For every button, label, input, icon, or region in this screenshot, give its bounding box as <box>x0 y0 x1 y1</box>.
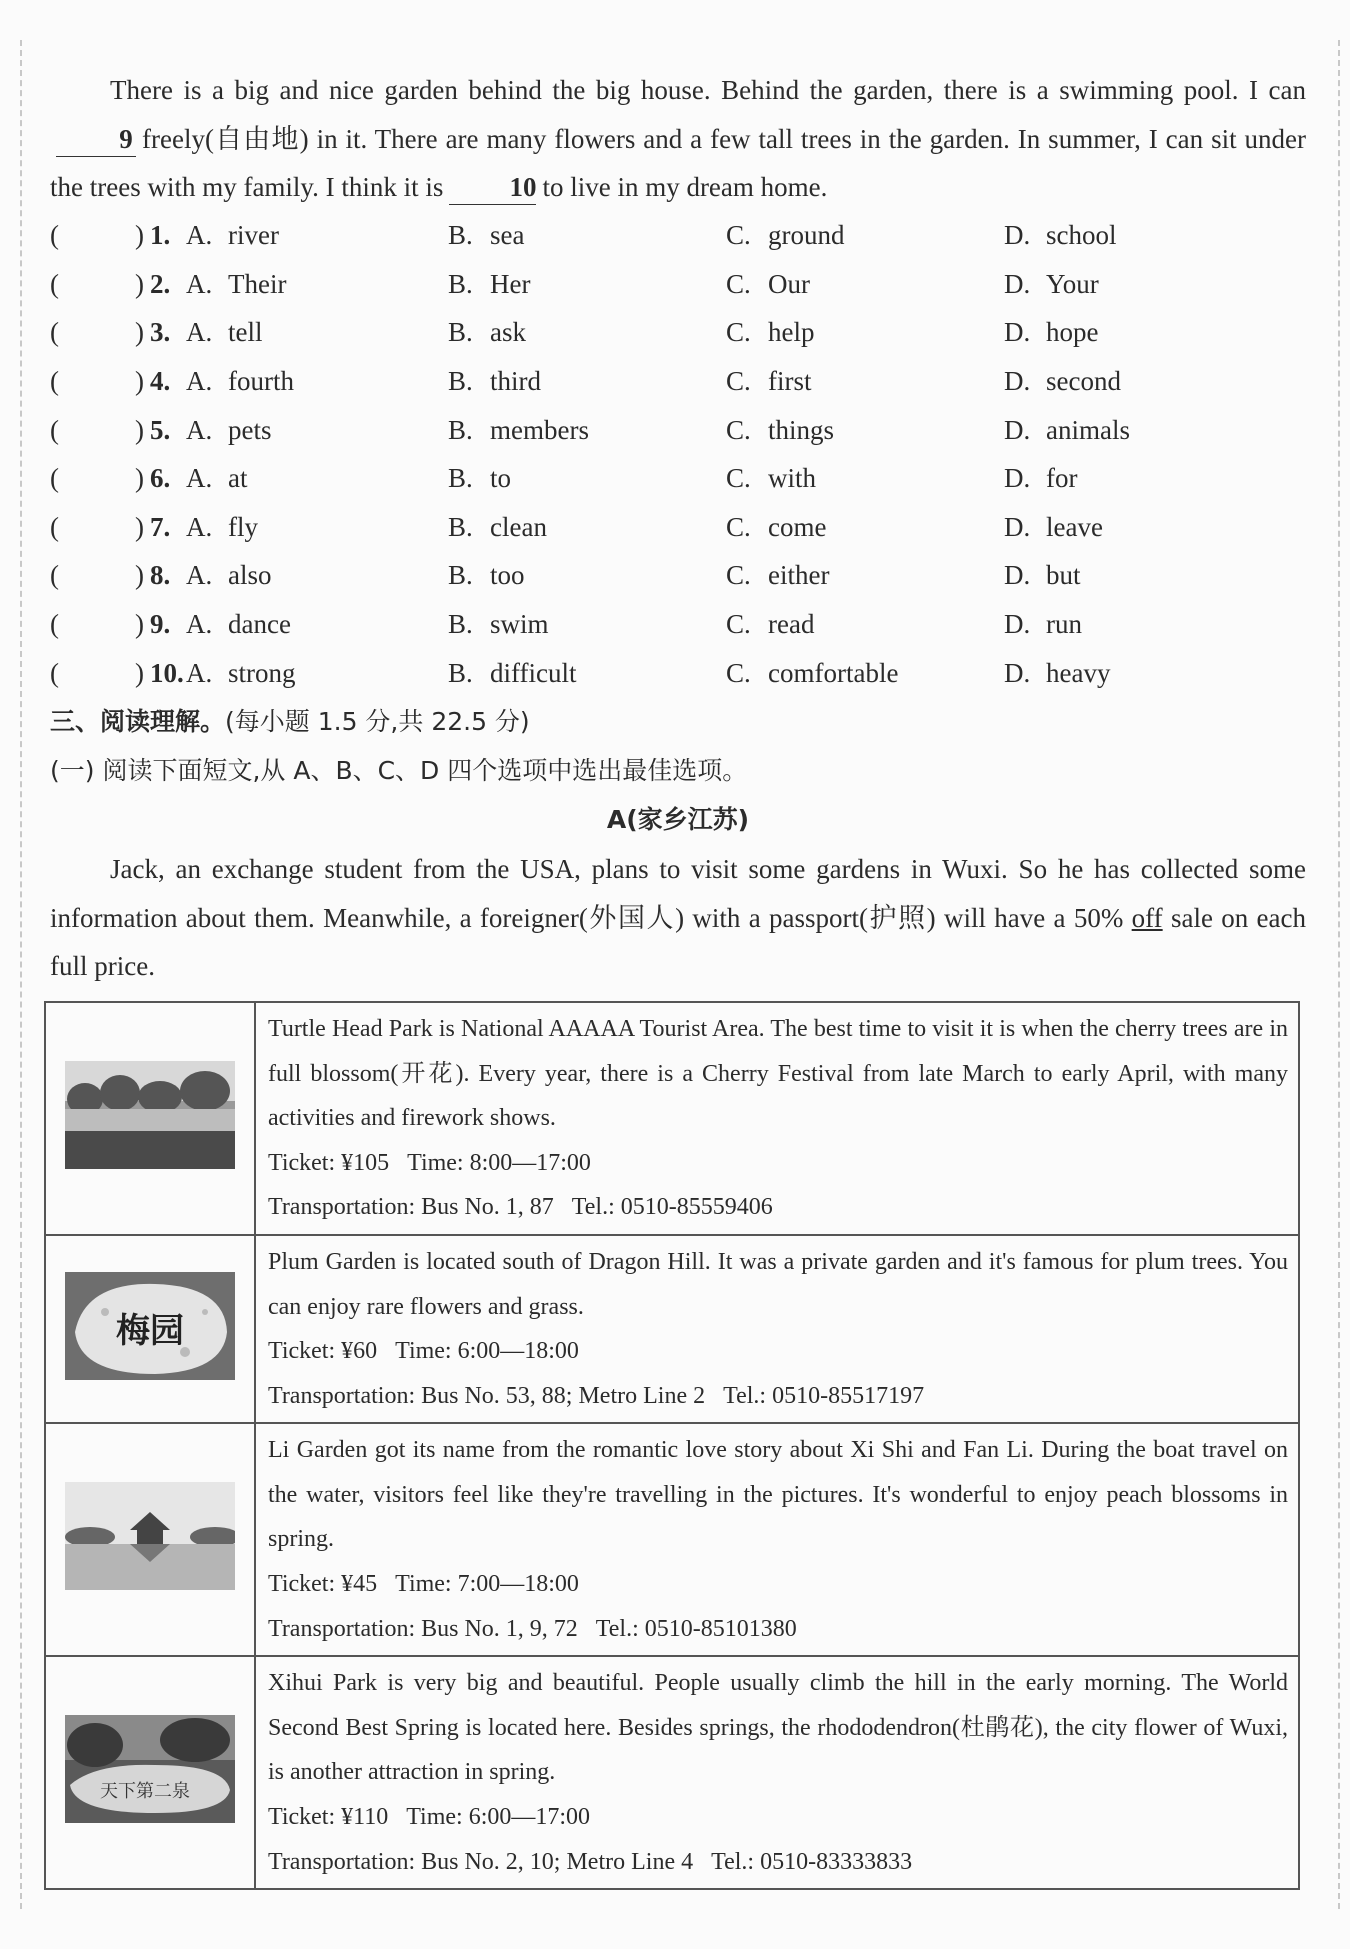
cloze-question <box>50 260 1306 309</box>
ticket-price: Ticket: ¥60 <box>268 1338 378 1365</box>
xihui-park-stone-photo <box>65 1715 235 1823</box>
answer-bracket[interactable]: ( ) <box>50 317 144 348</box>
passage-intro <box>50 845 1306 991</box>
option-c: C. Our <box>726 268 810 299</box>
gardens-table <box>44 1001 1300 1890</box>
ticket-price: Ticket: ¥105 <box>268 1149 390 1176</box>
plum-garden-transport <box>268 1374 1288 1419</box>
option-b: B. to <box>448 463 512 494</box>
option-a: A. fourth <box>186 366 294 397</box>
passage-text-2: sale on each full price. <box>50 902 1307 982</box>
option-b: B. Her <box>448 268 531 299</box>
telephone: Tel.: 0510-85559406 <box>571 1194 773 1221</box>
option-c: C. read <box>726 609 815 640</box>
binding-margin-left <box>20 40 22 1909</box>
cloze-question <box>50 406 1306 455</box>
passage-text-1: Jack, an exchange student from the USA, plans to visit some gardens in Wuxi. So he has collected some information about them. Meanwhile, a foreigner(外国人) with a passport(护照) will have a 50% <box>50 854 1306 933</box>
answer-bracket[interactable]: ( ) <box>50 268 144 299</box>
option-a: A. strong <box>186 657 296 688</box>
answer-bracket[interactable]: ( ) <box>50 560 144 591</box>
option-d: D. run <box>1004 609 1082 640</box>
cloze-questions <box>50 212 1306 698</box>
option-c: C. help <box>726 317 815 348</box>
svg-text:梅园: 梅园 <box>116 1310 184 1351</box>
question-number: 3. <box>150 317 171 348</box>
plum-garden-stone-photo <box>65 1272 235 1380</box>
option-c: C. comfortable <box>726 657 899 688</box>
passage-title: A(家乡江苏) <box>606 805 750 835</box>
cloze-blank-10: 10 <box>449 170 536 205</box>
option-a: A. at <box>186 463 248 494</box>
question-number: 4. <box>150 366 171 397</box>
garden-row-xihui-park <box>45 1656 1299 1889</box>
question-number: 2. <box>150 268 171 299</box>
option-d: D. Your <box>1004 268 1099 299</box>
cloze-question <box>50 212 1306 261</box>
section-3-score: (每小题 1.5 分,共 22.5 分) <box>225 707 530 737</box>
question-number: 7. <box>150 511 171 542</box>
option-a: A. fly <box>186 511 258 542</box>
li-garden-description: Li Garden got its name from the romantic love story about Xi Shi and Fan Li. During the boat travel on the water, visitors feel like they're travelling in the pictures. It's wonderful to enjoy peach blossoms in spring. <box>268 1437 1288 1553</box>
garden-row-li-garden <box>45 1423 1299 1656</box>
option-a: A. tell <box>186 317 263 348</box>
option-b: B. clean <box>448 511 547 542</box>
option-d: D. but <box>1004 560 1081 591</box>
telephone: Tel.: 0510-85517197 <box>723 1382 925 1409</box>
option-d: D. second <box>1004 366 1121 397</box>
answer-bracket[interactable]: ( ) <box>50 220 144 251</box>
turtle-head-park-photo <box>65 1061 235 1169</box>
question-number: 1. <box>150 220 171 251</box>
li-garden-pavilion-photo <box>65 1482 235 1590</box>
binding-margin-right <box>1338 40 1340 1909</box>
option-d: D. animals <box>1004 414 1130 445</box>
cloze-question <box>50 600 1306 649</box>
section-3-instruction: (一) 阅读下面短文,从 A、B、C、D 四个选项中选出最佳选项。 <box>50 756 748 786</box>
opening-time: Time: 6:00—17:00 <box>406 1804 591 1831</box>
option-b: B. sea <box>448 220 525 251</box>
opening-time: Time: 7:00—18:00 <box>395 1571 579 1598</box>
option-a: A. also <box>186 560 272 591</box>
plum-garden-description: Plum Garden is located south of Dragon Hill. It was a private garden and it's famous for plum trees. You can enjoy rare flowers and grass. <box>268 1248 1288 1320</box>
cloze-question <box>50 552 1306 601</box>
garden-row-plum-garden <box>45 1235 1299 1423</box>
transportation: Transportation: Bus No. 2, 10; Metro Line 4 <box>268 1848 694 1875</box>
option-d: D. school <box>1004 220 1117 251</box>
option-a: A. river <box>186 220 279 251</box>
option-b: B. third <box>448 366 541 397</box>
cloze-text-3: to live in my dream home. <box>542 172 828 202</box>
option-b: B. too <box>448 560 525 591</box>
option-c: C. with <box>726 463 817 494</box>
option-c: C. come <box>726 511 827 542</box>
xihui-park-ticket-time <box>268 1795 1288 1840</box>
cloze-question <box>50 357 1306 406</box>
question-number: 8. <box>150 560 171 591</box>
svg-text:天下第二泉: 天下第二泉 <box>100 1781 190 1803</box>
opening-time: Time: 8:00—17:00 <box>407 1149 591 1176</box>
cloze-question <box>50 454 1306 503</box>
garden-row-turtle-head <box>45 1002 1299 1235</box>
turtle-head-park-transport <box>268 1185 1288 1230</box>
telephone: Tel.: 0510-83333833 <box>711 1848 913 1875</box>
question-number: 5. <box>150 414 171 445</box>
cloze-passage-end <box>50 66 1306 212</box>
xihui-park-description: Xihui Park is very big and beautiful. People usually climb the hill in the early morning. The World Second Best Spring is located here. Besides springs, the rhododendron(杜鹃花), the city flower of Wuxi, is another attraction in spring. <box>268 1670 1288 1786</box>
answer-bracket[interactable]: ( ) <box>50 609 144 640</box>
li-garden-ticket-time <box>268 1562 1288 1607</box>
option-c: C. first <box>726 366 812 397</box>
option-b: B. swim <box>448 609 549 640</box>
option-b: B. members <box>448 414 589 445</box>
option-c: C. either <box>726 560 830 591</box>
option-a: A. pets <box>186 414 272 445</box>
transportation: Transportation: Bus No. 1, 87 <box>268 1194 554 1221</box>
question-number: 10. <box>150 657 184 688</box>
question-number: 6. <box>150 463 171 494</box>
option-c: C. things <box>726 414 835 445</box>
answer-bracket[interactable]: ( ) <box>50 657 144 688</box>
transportation: Transportation: Bus No. 1, 9, 72 <box>268 1615 578 1642</box>
opening-time: Time: 6:00—18:00 <box>395 1338 579 1365</box>
option-b: B. difficult <box>448 657 577 688</box>
li-garden-transport <box>268 1607 1288 1652</box>
transportation: Transportation: Bus No. 53, 88; Metro Line 2 <box>268 1382 706 1409</box>
cloze-question <box>50 309 1306 358</box>
option-a: A. Their <box>186 268 287 299</box>
answer-bracket[interactable]: ( ) <box>50 366 144 397</box>
telephone: Tel.: 0510-85101380 <box>595 1615 797 1642</box>
turtle-head-park-description: Turtle Head Park is National AAAAA Tourist Area. The best time to visit it is when the cherry trees are in full blossom(开花). Every year, there is a Cherry Festival from late March to early April, with many activities and firework shows. <box>268 1015 1288 1132</box>
ticket-price: Ticket: ¥110 <box>268 1804 389 1831</box>
question-number: 9. <box>150 609 171 640</box>
option-c: C. ground <box>726 220 845 251</box>
option-a: A. dance <box>186 609 291 640</box>
answer-bracket[interactable]: ( ) <box>50 414 144 445</box>
answer-bracket[interactable]: ( ) <box>50 511 144 542</box>
option-d: D. heavy <box>1004 657 1111 688</box>
cloze-text-2: freely(自由地) in it. There are many flowers and a few tall trees in the garden. In summer, I can sit under the trees with my family. I think it is <box>50 123 1306 202</box>
turtle-head-park-ticket-time <box>268 1141 1288 1186</box>
option-d: D. leave <box>1004 511 1103 542</box>
option-d: D. for <box>1004 463 1078 494</box>
cloze-blank-9: 9 <box>56 122 136 157</box>
cloze-text-1: There is a big and nice garden behind the big house. Behind the garden, there is a swimming pool. I can <box>110 75 1306 105</box>
section-3-title: 三、阅读理解。 <box>50 707 226 737</box>
section-3-heading <box>50 697 1306 746</box>
worksheet-page <box>50 66 1306 1890</box>
underlined-word-off: off <box>1131 902 1163 933</box>
ticket-price: Ticket: ¥45 <box>268 1571 378 1598</box>
plum-garden-ticket-time <box>268 1329 1288 1374</box>
option-d: D. hope <box>1004 317 1099 348</box>
cloze-question <box>50 649 1306 698</box>
cloze-question <box>50 503 1306 552</box>
option-b: B. ask <box>448 317 526 348</box>
xihui-park-transport <box>268 1840 1288 1885</box>
answer-bracket[interactable]: ( ) <box>50 463 144 494</box>
